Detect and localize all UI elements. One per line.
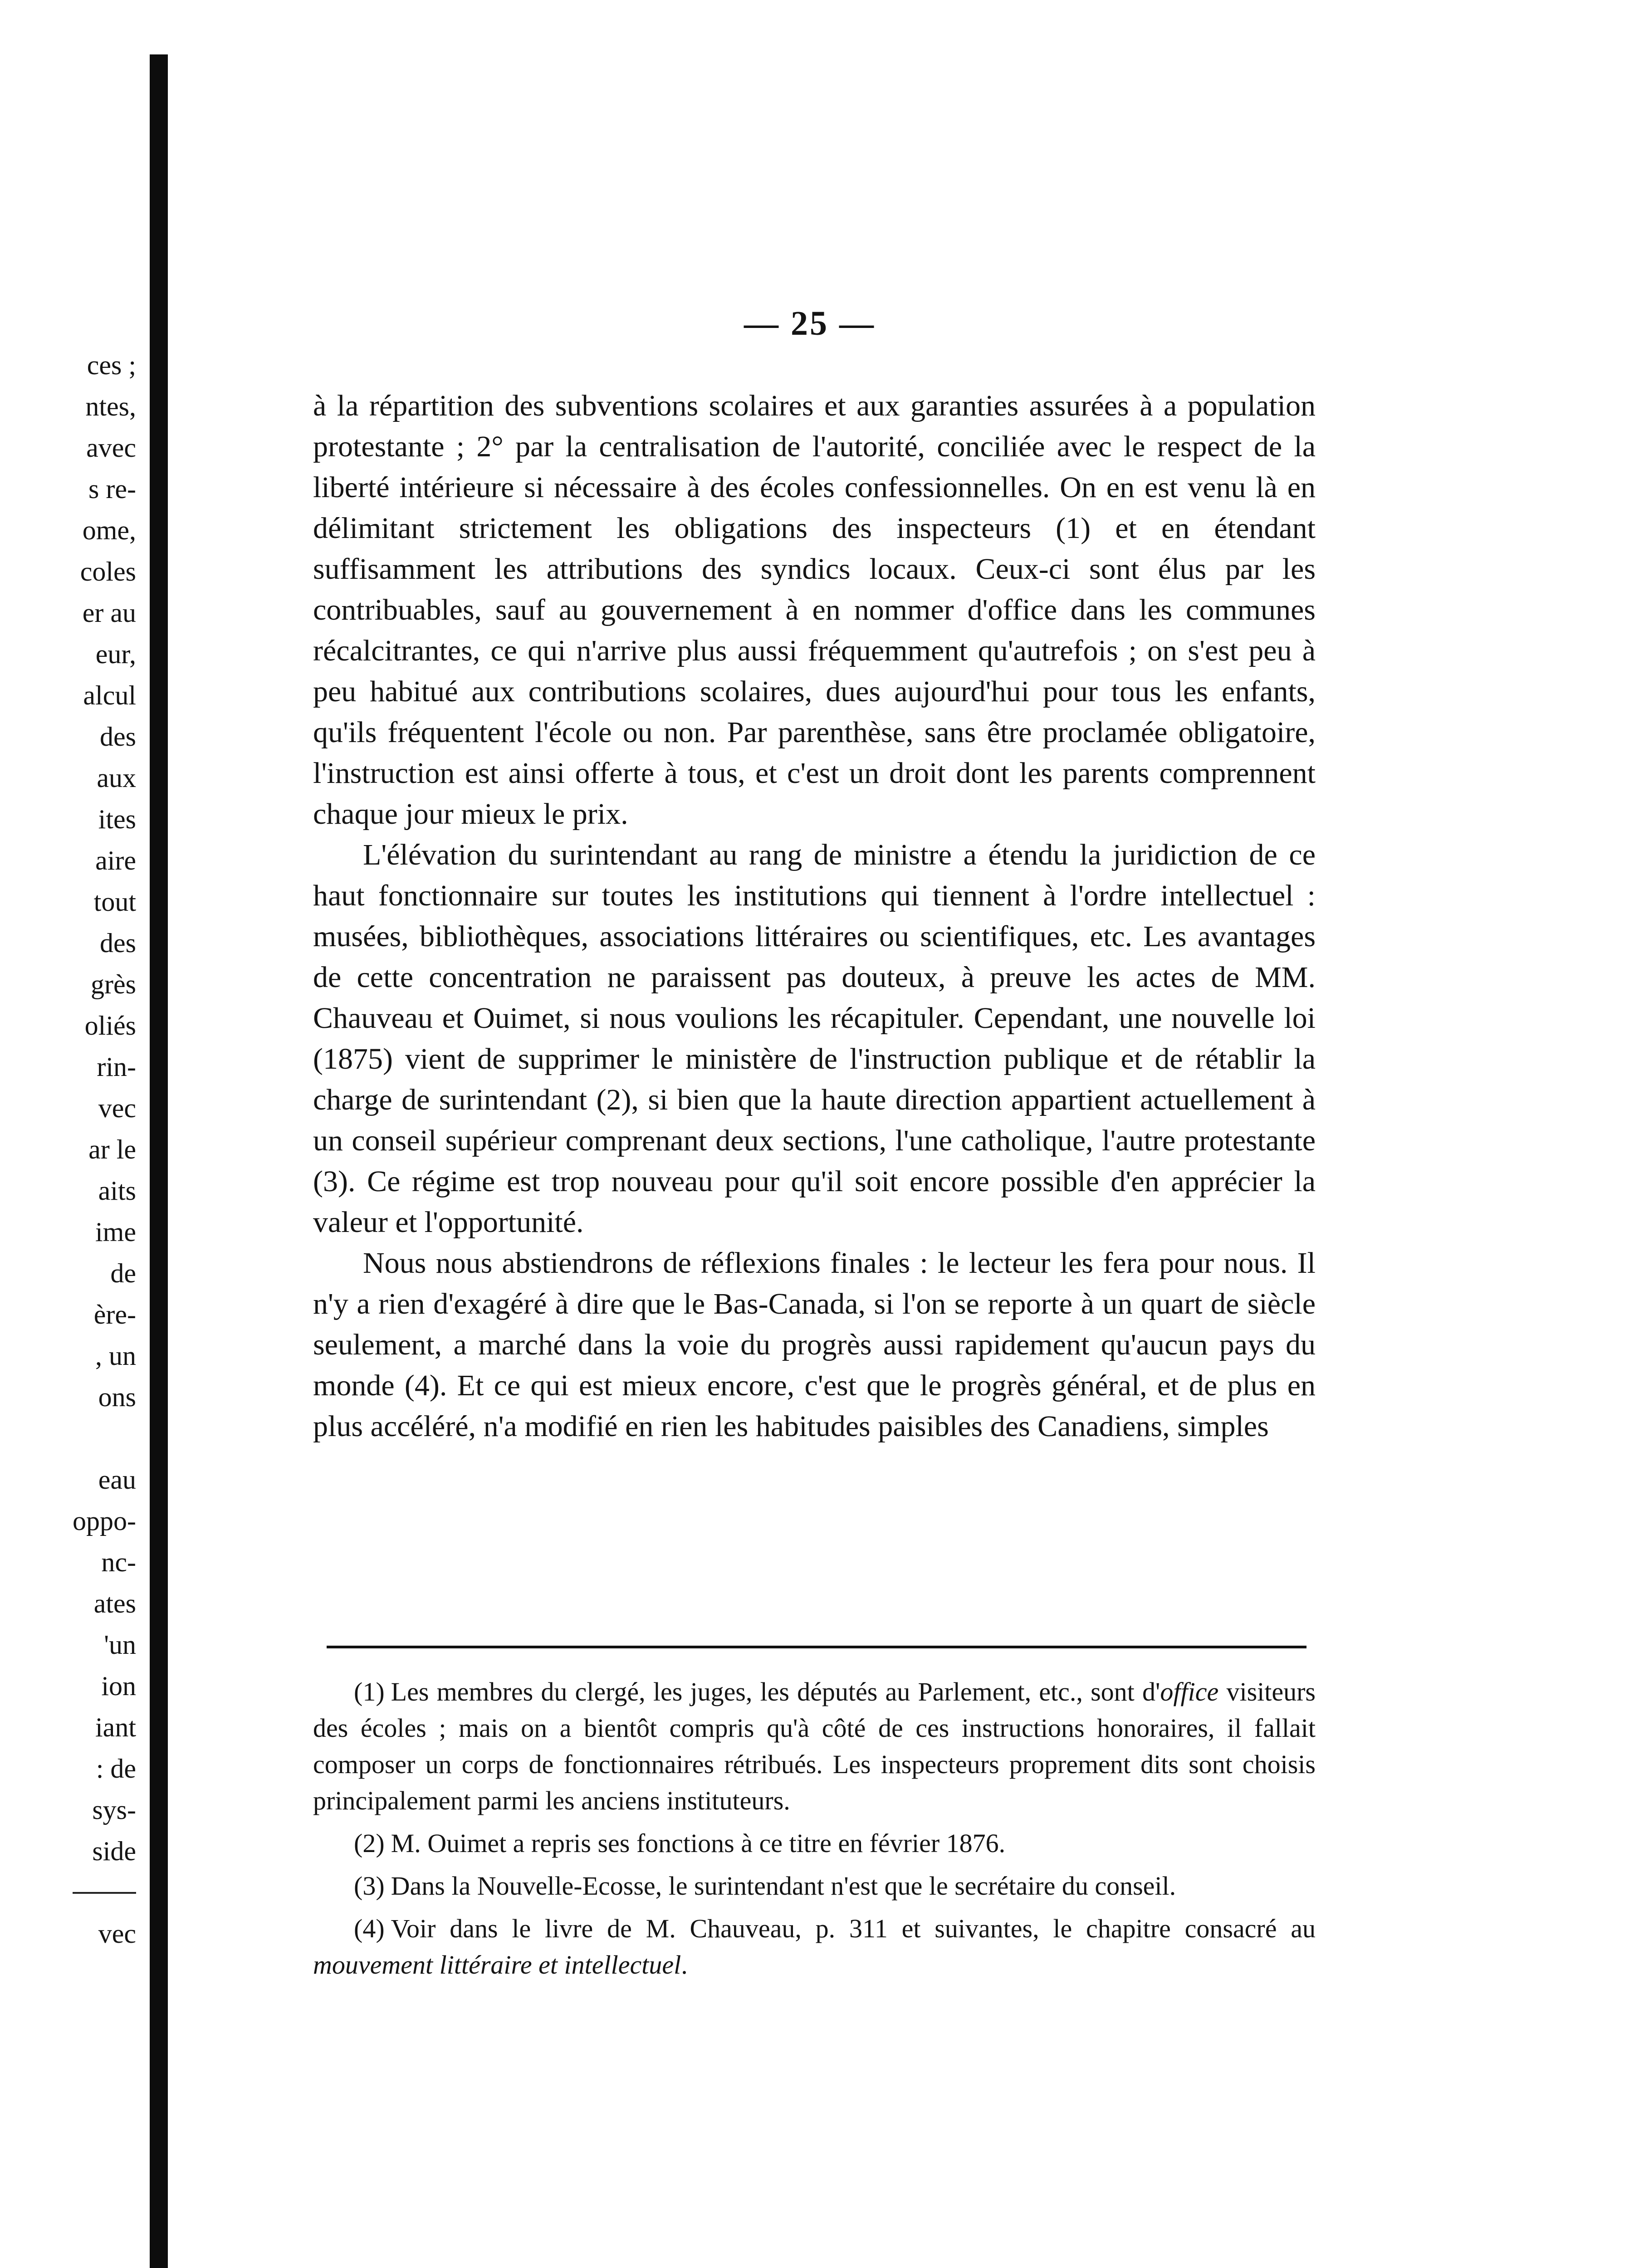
footnote-label: (1) [354,1677,385,1706]
footnote-text-part: M. Ouimet a repris ses fonctions à ce titre en février 1876. [391,1828,1006,1858]
fragment-line: vec [98,1093,136,1123]
fragment-line: ates [93,1589,136,1618]
fragment-line: ces ; [87,350,136,380]
fragment-line: oliés [84,1011,136,1041]
fragment-line: des [100,722,136,752]
footnote [313,1868,1316,1904]
footnote-separator [327,1646,1306,1648]
footnote-label: (4) [354,1914,385,1943]
fragment-line: nc- [101,1547,136,1577]
fragment-line: rin- [97,1052,136,1082]
footnote-text [313,1914,1316,1980]
main-text [313,386,1316,1447]
footnote-text-part: visiteurs des écoles ; mais on a bientôt compris qu'à côté de ces instructions honoraires, il fallait composer un corps de fonctionnaires rétribués. Les inspecteurs proprement dits sont choisis principalement parmi les anciens instituteurs. [313,1677,1316,1815]
page-number: — 25 — [744,304,876,342]
fragment-line: side [92,1836,136,1866]
fragment-line: : de [96,1754,136,1784]
paragraph: à la répartition des subventions scolaires et aux garanties assurées à a population protestante ; 2° par la centralisation de l'autorité, conciliée avec le respect de la liberté intérieure si nécessaire à des écoles confessionnelles. On en est venu là en délimitant strictement les obligations des inspecteurs (1) et en étendant suffisamment les attributions des syndics locaux. Ceux-ci sont élus par les contribuables, sauf au gouvernement à en nommer d'office dans les communes récalcitrantes, ce qui n'arrive plus aussi fréquemment qu'autrefois ; on s'est peu à peu habitué aux contributions scolaires, dues aujourd'hui pour tous les enfants, qu'ils fréquentent l'école ou non. Par parenthèse, sans être proclamée obligatoire, l'instruction est ainsi offerte à tous, et c'est un droit dont les parents comprennent chaque jour mieux le prix. [313,389,1316,831]
paragraph: L'élévation du surintendant au rang de ministre a étendu la juridiction de ce haut fonctionnaire sur toutes les institutions qui tiennent à l'ordre intellectuel : musées, bibliothèques, associations littéraires ou scientifiques, etc. Les avantages de cette concentration ne paraissent pas douteux, à preuve les actes de MM. Chauveau et Ouimet, si nous voulions les récapituler. Cependant, une nouvelle loi (1875) vient de supprimer le ministère de l'instruction publique et de rétablir la charge de surintendant (2), si bien que la haute direction appartient actuellement à un conseil supérieur comprenant deux sections, l'une catholique, l'autre protestante (3). Ce régime est trop nouveau pour qu'il soit encore possible d'en apprécier la valeur et l'opportunité. [313,838,1316,1239]
adjacent-page-fragment [0,345,136,1955]
fragment-line: des [100,928,136,958]
footnote-text-part: Dans la Nouvelle-Ecosse, le surintendant n'est que le secrétaire du conseil. [391,1871,1176,1901]
fragment-line: oppo- [73,1506,136,1536]
fragment-line: grès [91,969,136,999]
fragment-line: s re- [88,474,136,504]
footnote-text-part: Les membres du clergé, les juges, les députés au Parlement, etc., sont d' [391,1677,1160,1706]
footnote-italic: office [1160,1677,1219,1706]
fragment-line: tout [93,887,136,917]
footnote-label: (2) [354,1828,385,1858]
fragment-line: vec [98,1919,136,1949]
footnote-text-part: Voir dans le livre de M. Chauveau, p. 311 et suivantes, le chapitre consacré au [391,1914,1316,1943]
binding-shadow [150,54,168,2268]
footnote-label: (3) [354,1871,385,1901]
fragment-line: sys- [92,1795,136,1825]
fragment-line: aire [95,846,136,875]
fragment-line: aux [97,763,136,793]
fragment-line: 'un [104,1630,136,1660]
fragment-line: alcul [83,680,136,710]
fragment-line: ion [101,1671,136,1701]
fragment-line: ère- [93,1300,136,1330]
footnote-text-part: . [681,1950,688,1980]
paragraph: Nous nous abstiendrons de réflexions finales : le lecteur les fera pour nous. Il n'y a rien d'exagéré à dire que le Bas-Canada, si l'on se reporte à un quart de siècle seulement, a marché dans la voie du progrès aussi rapidement qu'aucun pays du monde (4). Et ce qui est mieux encore, c'est que le progrès général, et de plus en plus accéléré, n'a modifié en rien les habitudes paisibles des Canadiens, simples [313,1246,1316,1443]
fragment-line [0,1418,136,1459]
footnote [313,1674,1316,1819]
fragment-line: , un [95,1341,136,1371]
fragment-line: ome, [82,515,136,545]
fragment-line: iant [95,1712,136,1742]
fragment-line: aits [98,1176,136,1206]
fragment-line: ar le [88,1134,136,1164]
fragment-line: ons [98,1382,136,1412]
footnote-text [313,1677,1316,1815]
footnote-text [391,1828,1006,1858]
footnote-text [391,1871,1176,1901]
fragment-line: ime [95,1217,136,1247]
footnote-italic: mouvement littéraire et intellectuel [313,1950,681,1980]
footnote [313,1911,1316,1983]
fragment-rule [0,1872,136,1913]
fragment-line: ntes, [85,391,136,421]
fragment-line: eau [98,1465,136,1495]
fragment-line: avec [86,433,136,463]
fragment-line: er au [82,598,136,628]
footnote [313,1825,1316,1862]
fragment-line: de [110,1258,136,1288]
fragment-line: ites [98,804,136,834]
fragment-line: coles [80,557,136,587]
footnotes [313,1674,1316,1989]
fragment-line: eur, [95,639,136,669]
